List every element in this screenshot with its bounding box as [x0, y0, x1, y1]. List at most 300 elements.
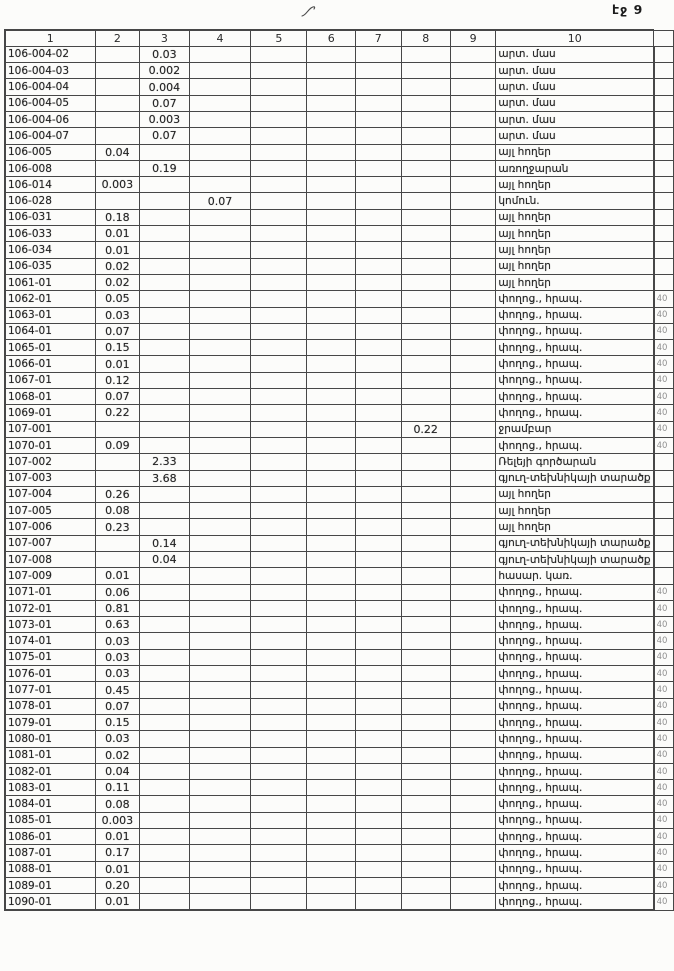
- value-cell-col7: [355, 633, 401, 649]
- value-cell-col8: [401, 193, 450, 209]
- table-row: [5, 389, 674, 405]
- value-cell-col8: [401, 144, 450, 160]
- value-cell-col3: [140, 177, 189, 193]
- margin-note: 40: [654, 682, 674, 698]
- parcel-code-cell: 1072-01: [5, 600, 95, 616]
- value-cell-col4: [189, 617, 251, 633]
- land-use-cell: փողոց., հրապ.: [496, 763, 654, 779]
- margin-note: [654, 160, 674, 176]
- value-cell-col6: [307, 519, 356, 535]
- value-cell-col3: [140, 307, 189, 323]
- land-use-cell: արտ. մաս: [496, 95, 654, 111]
- value-cell-col2: 0.15: [95, 714, 140, 730]
- table-row: [5, 682, 674, 698]
- value-cell-col2: 0.01: [95, 242, 140, 258]
- value-cell-col9: [450, 894, 496, 910]
- value-cell-col2: 0.03: [95, 307, 140, 323]
- margin-note: 40: [654, 340, 674, 356]
- value-cell-col4: [189, 258, 251, 274]
- parcel-code-cell: 1082-01: [5, 763, 95, 779]
- value-cell-col9: [450, 405, 496, 421]
- land-use-cell: գյուղ-տեխնիկայի տարածք: [496, 552, 654, 568]
- table-row: [5, 780, 674, 796]
- value-cell-col9: [450, 584, 496, 600]
- margin-note: 40: [654, 763, 674, 779]
- value-cell-col3: [140, 323, 189, 339]
- value-cell-col4: [189, 780, 251, 796]
- value-cell-col6: [307, 894, 356, 910]
- value-cell-col4: [189, 698, 251, 714]
- parcel-code-cell: 106-004-07: [5, 128, 95, 144]
- value-cell-col4: [189, 812, 251, 828]
- value-cell-col2: 0.01: [95, 861, 140, 877]
- value-cell-col2: 0.01: [95, 894, 140, 910]
- value-cell-col3: [140, 747, 189, 763]
- value-cell-col3: 0.003: [140, 111, 189, 127]
- land-use-cell: գյուղ-տեխնիկայի տարածք: [496, 470, 654, 486]
- land-use-cell: արտ. մաս: [496, 79, 654, 95]
- table-row: [5, 552, 674, 568]
- value-cell-col8: [401, 128, 450, 144]
- value-cell-col6: [307, 780, 356, 796]
- value-cell-col9: [450, 454, 496, 470]
- value-cell-col8: [401, 454, 450, 470]
- value-cell-col8: [401, 226, 450, 242]
- value-cell-col9: [450, 666, 496, 682]
- value-cell-col9: [450, 209, 496, 225]
- value-cell-col4: [189, 519, 251, 535]
- value-cell-col5: [251, 63, 307, 79]
- value-cell-col2: 0.03: [95, 649, 140, 665]
- margin-note: 40: [654, 617, 674, 633]
- land-registry-table: [4, 29, 674, 911]
- value-cell-col5: [251, 372, 307, 388]
- value-cell-col4: [189, 46, 251, 62]
- value-cell-col7: [355, 486, 401, 502]
- table-body: [5, 46, 674, 910]
- value-cell-col5: [251, 454, 307, 470]
- land-use-cell: փողոց., հրապ.: [496, 600, 654, 616]
- value-cell-col2: [95, 111, 140, 127]
- value-cell-col9: [450, 226, 496, 242]
- margin-note: 40: [654, 829, 674, 845]
- value-cell-col5: [251, 649, 307, 665]
- value-cell-col7: [355, 552, 401, 568]
- margin-note: [654, 274, 674, 290]
- value-cell-col3: [140, 617, 189, 633]
- table-row: [5, 437, 674, 453]
- page-number-label: էջ 9: [612, 2, 644, 17]
- margin-note: 40: [654, 389, 674, 405]
- value-cell-col5: [251, 666, 307, 682]
- value-cell-col4: [189, 470, 251, 486]
- land-use-cell: այլ հողեր: [496, 503, 654, 519]
- table-row: [5, 747, 674, 763]
- value-cell-col2: 0.12: [95, 372, 140, 388]
- margin-note: 40: [654, 845, 674, 861]
- table-row: [5, 46, 674, 62]
- value-cell-col3: [140, 372, 189, 388]
- value-cell-col3: [140, 405, 189, 421]
- value-cell-col7: [355, 731, 401, 747]
- land-use-cell: փողոց., հրապ.: [496, 437, 654, 453]
- parcel-code-cell: 106-034: [5, 242, 95, 258]
- land-use-cell: փողոց., հրապ.: [496, 780, 654, 796]
- value-cell-col8: [401, 535, 450, 551]
- value-cell-col7: [355, 46, 401, 62]
- parcel-code-cell: 106-035: [5, 258, 95, 274]
- value-cell-col6: [307, 584, 356, 600]
- value-cell-col4: [189, 63, 251, 79]
- table-row: [5, 877, 674, 893]
- margin-note: 40: [654, 600, 674, 616]
- value-cell-col8: [401, 894, 450, 910]
- table-row: [5, 894, 674, 910]
- margin-note: [654, 144, 674, 160]
- value-cell-col3: [140, 503, 189, 519]
- land-use-cell: արտ. մաս: [496, 63, 654, 79]
- value-cell-col5: [251, 437, 307, 453]
- value-cell-col5: [251, 160, 307, 176]
- value-cell-col8: [401, 617, 450, 633]
- value-cell-col8: [401, 356, 450, 372]
- land-use-cell: արտ. մաս: [496, 111, 654, 127]
- value-cell-col7: [355, 291, 401, 307]
- value-cell-col7: [355, 389, 401, 405]
- table-row: [5, 812, 674, 828]
- margin-note-header-spacer: [654, 30, 674, 46]
- value-cell-col7: [355, 226, 401, 242]
- value-cell-col8: [401, 79, 450, 95]
- value-cell-col9: [450, 63, 496, 79]
- margin-note: [654, 535, 674, 551]
- margin-note: 40: [654, 437, 674, 453]
- value-cell-col8: [401, 503, 450, 519]
- value-cell-col9: [450, 128, 496, 144]
- value-cell-col9: [450, 160, 496, 176]
- value-cell-col7: [355, 258, 401, 274]
- value-cell-col8: [401, 698, 450, 714]
- value-cell-col7: [355, 617, 401, 633]
- column-header-10: 10: [496, 30, 654, 46]
- land-use-cell: փողոց., հրապ.: [496, 291, 654, 307]
- value-cell-col7: [355, 274, 401, 290]
- value-cell-col7: [355, 79, 401, 95]
- value-cell-col9: [450, 877, 496, 893]
- table-row: [5, 617, 674, 633]
- value-cell-col3: [140, 389, 189, 405]
- land-use-cell: փողոց., հրապ.: [496, 584, 654, 600]
- value-cell-col9: [450, 503, 496, 519]
- value-cell-col7: [355, 845, 401, 861]
- value-cell-col4: [189, 340, 251, 356]
- value-cell-col3: [140, 258, 189, 274]
- parcel-code-cell: 1061-01: [5, 274, 95, 290]
- value-cell-col3: 0.19: [140, 160, 189, 176]
- land-use-cell: փողոց., հրապ.: [496, 389, 654, 405]
- value-cell-col8: [401, 209, 450, 225]
- value-cell-col5: [251, 389, 307, 405]
- value-cell-col2: 0.02: [95, 747, 140, 763]
- value-cell-col7: [355, 356, 401, 372]
- value-cell-col7: [355, 421, 401, 437]
- column-header-1: 1: [5, 30, 95, 46]
- value-cell-col2: 0.01: [95, 568, 140, 584]
- value-cell-col6: [307, 535, 356, 551]
- land-use-cell: փողոց., հրապ.: [496, 714, 654, 730]
- value-cell-col2: 0.03: [95, 731, 140, 747]
- value-cell-col3: [140, 666, 189, 682]
- value-cell-col8: [401, 242, 450, 258]
- margin-note: 40: [654, 796, 674, 812]
- land-use-cell: այլ հողեր: [496, 226, 654, 242]
- value-cell-col7: [355, 649, 401, 665]
- value-cell-col8: [401, 258, 450, 274]
- value-cell-col5: [251, 780, 307, 796]
- value-cell-col2: 0.02: [95, 258, 140, 274]
- table-row: [5, 763, 674, 779]
- margin-note: [654, 242, 674, 258]
- table-row: [5, 633, 674, 649]
- value-cell-col8: [401, 486, 450, 502]
- parcel-code-cell: 106-005: [5, 144, 95, 160]
- value-cell-col2: 0.18: [95, 209, 140, 225]
- value-cell-col2: 0.08: [95, 503, 140, 519]
- value-cell-col7: [355, 372, 401, 388]
- margin-note: 40: [654, 877, 674, 893]
- value-cell-col3: 0.002: [140, 63, 189, 79]
- value-cell-col9: [450, 258, 496, 274]
- value-cell-col5: [251, 568, 307, 584]
- value-cell-col8: [401, 829, 450, 845]
- land-use-cell: փողոց., հրապ.: [496, 372, 654, 388]
- value-cell-col6: [307, 63, 356, 79]
- value-cell-col4: [189, 584, 251, 600]
- value-cell-col2: [95, 128, 140, 144]
- value-cell-col3: [140, 584, 189, 600]
- value-cell-col5: [251, 307, 307, 323]
- value-cell-col3: [140, 796, 189, 812]
- margin-note: [654, 79, 674, 95]
- value-cell-col6: [307, 226, 356, 242]
- land-use-cell: գյուղ-տեխնիկայի տարածք: [496, 535, 654, 551]
- value-cell-col6: [307, 829, 356, 845]
- value-cell-col2: [95, 535, 140, 551]
- parcel-code-cell: 1079-01: [5, 714, 95, 730]
- value-cell-col3: [140, 486, 189, 502]
- value-cell-col3: [140, 193, 189, 209]
- value-cell-col6: [307, 845, 356, 861]
- land-use-cell: կոմուն.: [496, 193, 654, 209]
- value-cell-col4: [189, 437, 251, 453]
- land-use-cell: այլ հողեր: [496, 274, 654, 290]
- value-cell-col9: [450, 193, 496, 209]
- value-cell-col2: 0.63: [95, 617, 140, 633]
- value-cell-col5: [251, 46, 307, 62]
- value-cell-col6: [307, 568, 356, 584]
- value-cell-col5: [251, 861, 307, 877]
- value-cell-col7: [355, 666, 401, 682]
- value-cell-col9: [450, 812, 496, 828]
- parcel-code-cell: 1089-01: [5, 877, 95, 893]
- parcel-code-cell: 106-004-06: [5, 111, 95, 127]
- land-use-cell: փողոց., հրապ.: [496, 894, 654, 910]
- land-use-cell: փողոց., հրապ.: [496, 307, 654, 323]
- value-cell-col5: [251, 682, 307, 698]
- parcel-code-cell: 1076-01: [5, 666, 95, 682]
- value-cell-col9: [450, 111, 496, 127]
- parcel-code-cell: 1078-01: [5, 698, 95, 714]
- margin-note: 40: [654, 405, 674, 421]
- value-cell-col8: [401, 763, 450, 779]
- value-cell-col9: [450, 649, 496, 665]
- table-row: [5, 340, 674, 356]
- value-cell-col6: [307, 812, 356, 828]
- value-cell-col5: [251, 714, 307, 730]
- value-cell-col6: [307, 600, 356, 616]
- parcel-code-cell: 1062-01: [5, 291, 95, 307]
- margin-note: [654, 486, 674, 502]
- value-cell-col9: [450, 177, 496, 193]
- parcel-code-cell: 1075-01: [5, 649, 95, 665]
- table-row: [5, 421, 674, 437]
- land-use-cell: փողոց., հրապ.: [496, 731, 654, 747]
- value-cell-col7: [355, 470, 401, 486]
- value-cell-col7: [355, 144, 401, 160]
- value-cell-col9: [450, 421, 496, 437]
- value-cell-col4: [189, 389, 251, 405]
- table-row: [5, 242, 674, 258]
- value-cell-col5: [251, 258, 307, 274]
- value-cell-col6: [307, 454, 356, 470]
- value-cell-col9: [450, 535, 496, 551]
- value-cell-col2: [95, 193, 140, 209]
- value-cell-col6: [307, 307, 356, 323]
- margin-note: 40: [654, 731, 674, 747]
- value-cell-col6: [307, 111, 356, 127]
- parcel-code-cell: 107-003: [5, 470, 95, 486]
- column-header-3: 3: [140, 30, 189, 46]
- value-cell-col4: [189, 405, 251, 421]
- value-cell-col2: 0.06: [95, 584, 140, 600]
- table-row: [5, 666, 674, 682]
- value-cell-col2: [95, 63, 140, 79]
- value-cell-col5: [251, 144, 307, 160]
- column-header-9: 9: [450, 30, 496, 46]
- value-cell-col8: [401, 568, 450, 584]
- column-header-5: 5: [251, 30, 307, 46]
- value-cell-col7: [355, 209, 401, 225]
- value-cell-col7: [355, 323, 401, 339]
- value-cell-col9: [450, 291, 496, 307]
- value-cell-col2: [95, 95, 140, 111]
- land-use-cell: այլ հողեր: [496, 144, 654, 160]
- table-row: [5, 829, 674, 845]
- value-cell-col6: [307, 877, 356, 893]
- value-cell-col9: [450, 372, 496, 388]
- margin-note: 40: [654, 666, 674, 682]
- value-cell-col8: [401, 877, 450, 893]
- table-row: [5, 111, 674, 127]
- value-cell-col5: [251, 193, 307, 209]
- value-cell-col8: [401, 666, 450, 682]
- value-cell-col4: [189, 79, 251, 95]
- land-use-cell: փողոց., հրապ.: [496, 861, 654, 877]
- parcel-code-cell: 107-009: [5, 568, 95, 584]
- value-cell-col9: [450, 242, 496, 258]
- table-row: [5, 503, 674, 519]
- value-cell-col2: 0.09: [95, 437, 140, 453]
- margin-note: [654, 95, 674, 111]
- value-cell-col8: [401, 584, 450, 600]
- column-header-6: 6: [307, 30, 356, 46]
- value-cell-col6: [307, 323, 356, 339]
- parcel-code-cell: 1066-01: [5, 356, 95, 372]
- value-cell-col3: [140, 763, 189, 779]
- value-cell-col4: [189, 209, 251, 225]
- margin-note: 40: [654, 649, 674, 665]
- value-cell-col8: [401, 519, 450, 535]
- value-cell-col2: 0.23: [95, 519, 140, 535]
- table-row: [5, 796, 674, 812]
- land-use-cell: այլ հողեր: [496, 486, 654, 502]
- value-cell-col4: [189, 291, 251, 307]
- value-cell-col7: [355, 160, 401, 176]
- parcel-code-cell: 107-006: [5, 519, 95, 535]
- value-cell-col6: [307, 747, 356, 763]
- value-cell-col7: [355, 193, 401, 209]
- value-cell-col8: [401, 633, 450, 649]
- land-use-cell: փողոց., հրապ.: [496, 698, 654, 714]
- value-cell-col3: [140, 894, 189, 910]
- land-use-cell: այլ հողեր: [496, 242, 654, 258]
- value-cell-col5: [251, 128, 307, 144]
- value-cell-col9: [450, 79, 496, 95]
- table-row: [5, 323, 674, 339]
- parcel-code-cell: 1064-01: [5, 323, 95, 339]
- land-use-cell: հասար. կառ.: [496, 568, 654, 584]
- parcel-code-cell: 106-004-03: [5, 63, 95, 79]
- land-use-cell: փողոց., հրապ.: [496, 666, 654, 682]
- margin-note: [654, 552, 674, 568]
- table-row: [5, 95, 674, 111]
- value-cell-col9: [450, 46, 496, 62]
- value-cell-col5: [251, 421, 307, 437]
- value-cell-col5: [251, 405, 307, 421]
- parcel-code-cell: 106-028: [5, 193, 95, 209]
- value-cell-col7: [355, 780, 401, 796]
- value-cell-col3: [140, 209, 189, 225]
- value-cell-col6: [307, 274, 356, 290]
- value-cell-col5: [251, 340, 307, 356]
- value-cell-col2: [95, 79, 140, 95]
- value-cell-col7: [355, 437, 401, 453]
- value-cell-col4: [189, 845, 251, 861]
- margin-note: [654, 128, 674, 144]
- value-cell-col7: [355, 242, 401, 258]
- table-row: [5, 226, 674, 242]
- value-cell-col7: [355, 503, 401, 519]
- margin-note: [654, 454, 674, 470]
- value-cell-col3: [140, 714, 189, 730]
- value-cell-col2: 0.81: [95, 600, 140, 616]
- value-cell-col9: [450, 144, 496, 160]
- table-row: [5, 584, 674, 600]
- parcel-code-cell: 107-001: [5, 421, 95, 437]
- value-cell-col7: [355, 714, 401, 730]
- table-row: [5, 160, 674, 176]
- value-cell-col5: [251, 470, 307, 486]
